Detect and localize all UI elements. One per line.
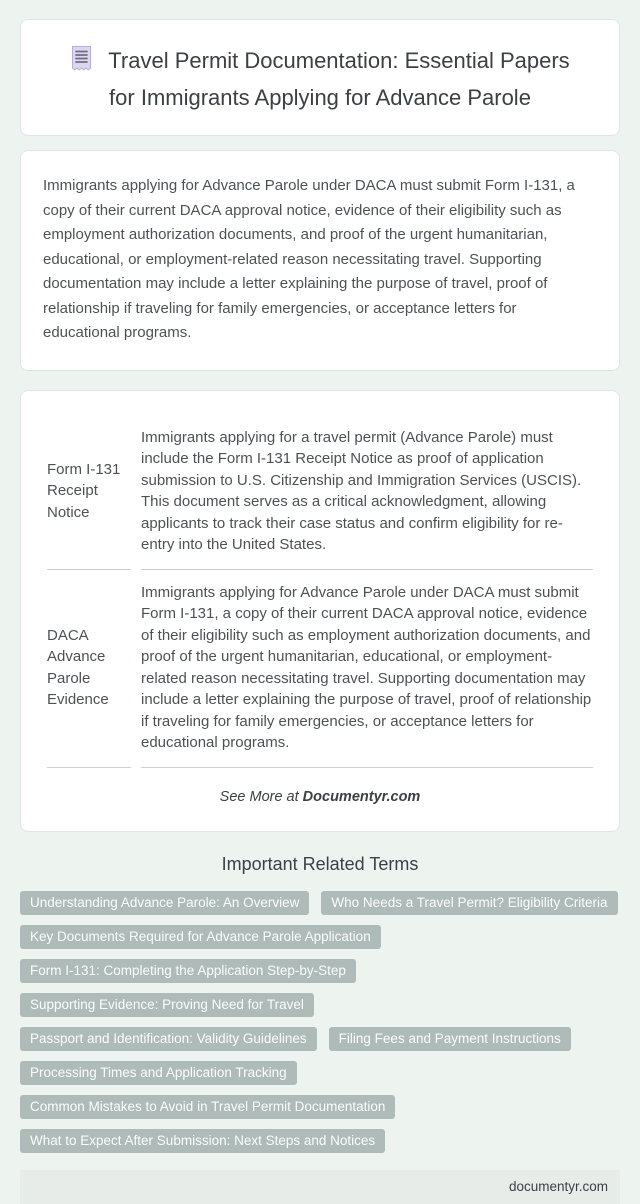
page-title [55,44,585,114]
related-terms-tags [20,891,620,1153]
table-row [47,415,593,570]
related-term-tag[interactable]: Understanding Advance Parole: An Overview [20,891,309,915]
related-term-tag[interactable]: Key Documents Required for Advance Parole Application [20,925,381,949]
related-term-tag[interactable]: Form I-131: Completing the Application Step-by-Step [20,959,356,983]
related-term-tag[interactable]: Filing Fees and Payment Instructions [329,1027,571,1051]
related-terms-heading: Important Related Terms [221,853,419,874]
receipt-icon [70,45,93,81]
details-card [20,390,620,832]
table-row [47,570,593,768]
page-title-text: Travel Permit Documentation: Essential Papers for Immigrants Applying for Advance Parole [108,48,570,110]
footer-bar [20,1170,620,1204]
see-more-site: Documentyr.com [302,788,421,805]
term-cell: DACA Advance Parole Evidence [47,570,131,768]
summary-text: Immigrants applying for Advance Parole under DACA must submit Form I-131, a copy of their current DACA approval notice, evidence of their eligibility such as employment authorization documents, and proof of the urgent humanitarian, educational, or employment-related reason necessitating travel. Supporting documentation may include a letter explaining the purpose of travel, proof of relationship if traveling for family emergencies, or acceptance letters for educational programs. [43,177,575,341]
related-term-tag[interactable]: What to Expect After Submission: Next Steps and Notices [20,1129,385,1153]
term-cell: Form I-131 Receipt Notice [47,415,131,570]
title-card [20,19,620,136]
footer-site-label: documentyr.com [508,1179,608,1194]
see-more-prefix: See More at [219,788,303,805]
description-cell: Immigrants applying for a travel permit (Advance Parole) must include the Form I-131 Receipt Notice as proof of application submission to U.S. Citizenship and Immigration Services (USCIS). This document serves as a critical acknowledgment, allowing applicants to track their case status and confirm eligibility for re-entry into the United States. [141,415,593,570]
description-cell: Immigrants applying for Advance Parole under DACA must submit Form I-131, a copy of their current DACA approval notice, evidence of their eligibility such as employment authorization documents, and proof of the urgent humanitarian, educational, or employment-related reason necessitating travel. Supporting documentation may include a letter explaining the purpose of travel, proof of relationship if traveling for family emergencies, or acceptance letters for educational programs. [141,570,593,768]
related-term-tag[interactable]: Common Mistakes to Avoid in Travel Permit Documentation [20,1095,395,1119]
see-more-line [37,768,603,813]
details-table [37,415,603,768]
related-term-tag[interactable]: Who Needs a Travel Permit? Eligibility Criteria [321,891,617,915]
related-term-tag[interactable]: Passport and Identification: Validity Guidelines [20,1027,317,1051]
related-term-tag[interactable]: Supporting Evidence: Proving Need for Travel [20,993,314,1017]
related-term-tag[interactable]: Processing Times and Application Tracking [20,1061,297,1085]
summary-card [20,150,620,371]
page [0,19,640,1204]
